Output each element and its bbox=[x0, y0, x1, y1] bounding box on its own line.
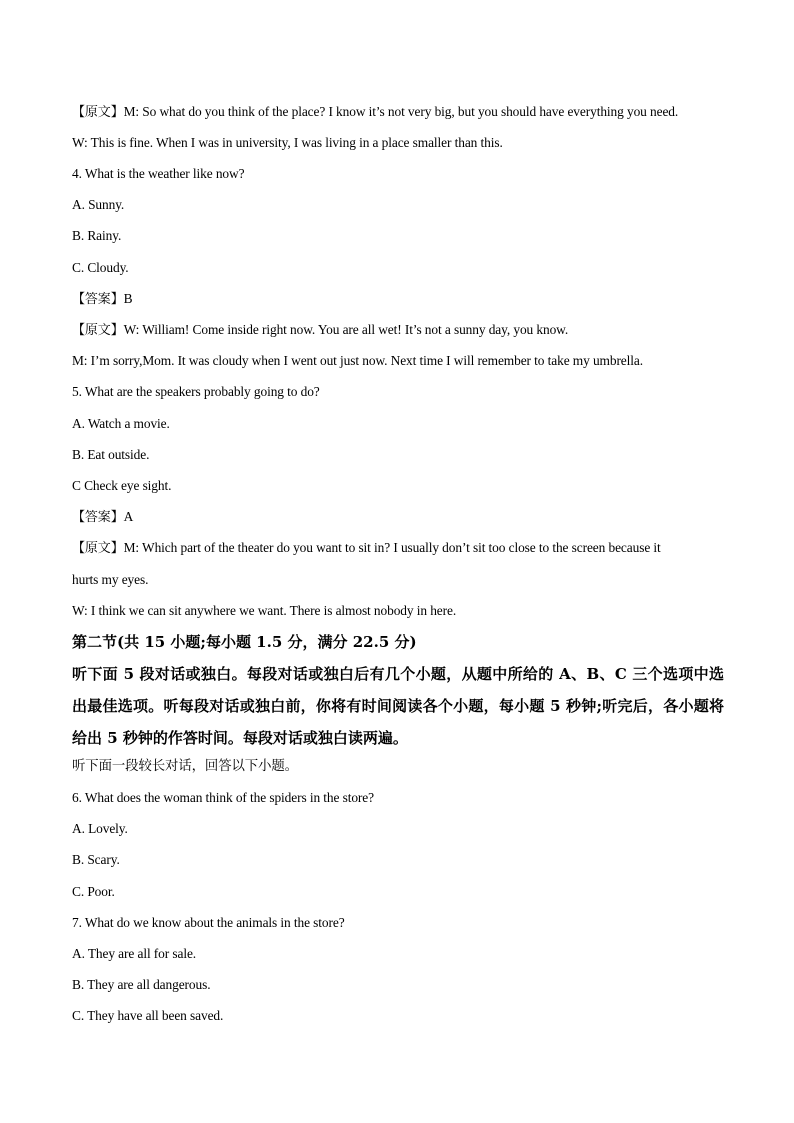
transcript-label: 【原文】 bbox=[72, 105, 124, 120]
question-text: 4. What is the weather like now? bbox=[72, 166, 245, 181]
option-text: B. They are all dangerous. bbox=[72, 977, 211, 992]
option-c bbox=[72, 882, 732, 902]
option-text: A. Lovely. bbox=[72, 821, 128, 836]
transcript-text: W: William! Come inside right now. You are all wet! It’s not a sunny day, you know. bbox=[123, 322, 569, 337]
option-text: B. Rainy. bbox=[72, 228, 122, 243]
option-text: C. Cloudy. bbox=[72, 260, 129, 275]
transcript-text: M: Which part of the theater do you want to sit in? I usually don’t sit too close to the screen because it bbox=[123, 540, 661, 555]
transcript-line bbox=[72, 320, 732, 341]
option-text: B. Scary. bbox=[72, 852, 120, 867]
answer-label: 【答案】 bbox=[72, 292, 124, 307]
transcript-text: hurts my eyes. bbox=[72, 572, 149, 587]
option-b bbox=[72, 850, 732, 870]
option-b bbox=[72, 445, 732, 465]
question-stem bbox=[72, 913, 732, 933]
transcript-line bbox=[72, 102, 732, 123]
section-heading: 第二节(共 15 小题;每小题 1.5 分，满分 22.5 分) bbox=[72, 633, 417, 651]
option-b bbox=[72, 226, 732, 246]
option-c bbox=[72, 1006, 732, 1026]
option-b bbox=[72, 975, 732, 995]
transcript-line bbox=[72, 570, 732, 590]
option-text: C. They have all been saved. bbox=[72, 1008, 224, 1023]
transcript-line bbox=[72, 351, 732, 371]
option-text: A. They are all for sale. bbox=[72, 946, 197, 961]
option-text: A. Watch a movie. bbox=[72, 416, 170, 431]
option-text: A. Sunny. bbox=[72, 197, 125, 212]
option-c bbox=[72, 476, 732, 496]
answer-text: B bbox=[123, 291, 133, 306]
transcript-text: M: So what do you think of the place? I know it’s not very big, but you should have everything you need. bbox=[123, 104, 679, 119]
transcript-text: W: I think we can sit anywhere we want. There is almost nobody in here. bbox=[72, 603, 457, 618]
option-text: C. Poor. bbox=[72, 884, 115, 899]
answer-line bbox=[72, 507, 732, 528]
option-text: B. Eat outside. bbox=[72, 447, 150, 462]
question-stem bbox=[72, 382, 732, 402]
transcript-label: 【原文】 bbox=[72, 323, 124, 338]
question-text: 5. What are the speakers probably going to do? bbox=[72, 384, 320, 399]
answer-text: A bbox=[123, 509, 134, 524]
option-c bbox=[72, 258, 732, 278]
option-a bbox=[72, 414, 732, 434]
option-a bbox=[72, 195, 732, 215]
option-a bbox=[72, 819, 732, 839]
question-text: 7. What do we know about the animals in the store? bbox=[72, 915, 345, 930]
option-a bbox=[72, 944, 732, 964]
option-text: C Check eye sight. bbox=[72, 478, 172, 493]
transcript-line bbox=[72, 133, 732, 153]
question-stem bbox=[72, 788, 732, 808]
question-text: 6. What does the woman think of the spiders in the store? bbox=[72, 790, 374, 805]
sub-instruction: 听下面一段较长对话，回答以下小题。 bbox=[72, 759, 298, 774]
transcript-text: M: I’m sorry,Mom. It was cloudy when I went out just now. Next time I will remember to take my umbrella. bbox=[72, 353, 643, 368]
section-instruction: 听下面 5 段对话或独白。每段对话或独白后有几个小题，从题中所给的 A、B、C 三个选项中选出最佳选项。听每段对话或独白前，你将有时间阅读各个小题，每小题 5 秒钟;听完后，各小题将给出 5 秒钟的作答时间。每段对话或独白读两遍。 bbox=[72, 665, 724, 747]
transcript-text: W: This is fine. When I was in university, I was living in a place smaller than this. bbox=[72, 135, 503, 150]
answer-line bbox=[72, 289, 732, 310]
transcript-line bbox=[72, 601, 732, 621]
answer-label: 【答案】 bbox=[72, 510, 124, 525]
transcript-label: 【原文】 bbox=[72, 541, 124, 556]
transcript-line bbox=[72, 538, 732, 559]
question-stem bbox=[72, 164, 732, 184]
